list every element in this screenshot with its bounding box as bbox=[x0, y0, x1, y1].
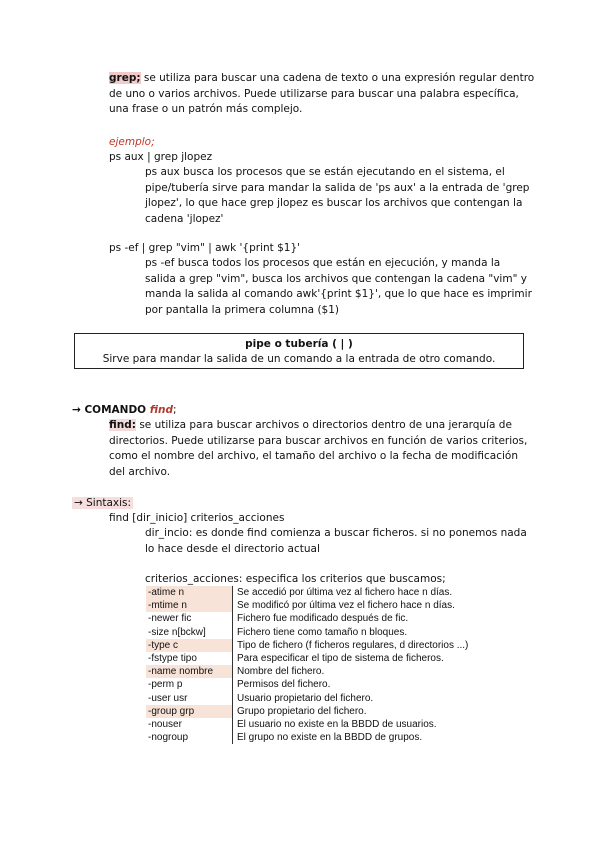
grep-term: grep; bbox=[109, 72, 141, 84]
example1-line-4: cadena 'jlopez' bbox=[145, 212, 224, 225]
grep-desc-line-1: se utiliza para buscar una cadena de texto o una expresión regular dentro bbox=[140, 72, 535, 84]
find-option-flag: -user usr bbox=[146, 692, 233, 705]
find-option-description: Permisos del fichero. bbox=[237, 679, 331, 691]
find-option-flag: -perm p bbox=[146, 678, 233, 691]
find-option-flag: -nouser bbox=[146, 718, 233, 731]
example1-line-2: pipe/tubería sirve para mandar la salida de 'ps aux' a la entrada de 'grep bbox=[145, 181, 530, 194]
find-option-description: Fichero fue modificado después de fic. bbox=[237, 613, 409, 625]
find-option-flag: -group grp bbox=[146, 705, 233, 718]
example2-line-4: por pantalla la primera columna ($1) bbox=[145, 303, 339, 316]
example1-explanation bbox=[145, 165, 565, 227]
find-option-row bbox=[146, 665, 468, 678]
find-option-flag: -atime n bbox=[146, 586, 233, 599]
find-option-row bbox=[146, 612, 468, 625]
find-option-flag: -size n[bckw] bbox=[146, 626, 233, 639]
find-option-description: Se accedió por última vez al fichero hace n días. bbox=[237, 587, 453, 598]
find-option-flag: -mtime n bbox=[146, 599, 233, 612]
find-option-flag: -type c bbox=[146, 639, 233, 652]
find-option-row bbox=[146, 586, 468, 599]
pipe-definition-box bbox=[74, 333, 524, 369]
grep-description bbox=[109, 71, 549, 118]
example2-explanation bbox=[145, 256, 565, 318]
grep-desc-line-3: una frase o un patrón más complejo. bbox=[109, 103, 303, 115]
dir-inicio-explanation bbox=[145, 526, 565, 557]
find-option-row bbox=[146, 692, 468, 705]
find-desc-line-4: del archivo. bbox=[109, 465, 171, 478]
find-option-description: Nombre del fichero. bbox=[237, 666, 325, 678]
find-heading bbox=[72, 403, 177, 419]
pipe-box-title: pipe o tubería ( | ) bbox=[245, 338, 353, 350]
find-option-description: Para especificar el tipo de sistema de ficheros. bbox=[237, 653, 444, 665]
find-option-row bbox=[146, 599, 468, 612]
find-syntax: find [dir_inicio] criterios_acciones bbox=[109, 512, 285, 524]
find-option-description: Fichero tiene como tamaño n bloques. bbox=[237, 626, 408, 638]
find-option-flag: -fstype tipo bbox=[146, 652, 233, 665]
find-option-description: Grupo propietario del fichero. bbox=[237, 705, 367, 717]
find-option-flag: -nogroup bbox=[146, 731, 233, 744]
find-description bbox=[109, 418, 549, 480]
dir-inicio-line-1: dir_incio: es donde find comienza a buscar ficheros. si no ponemos nada bbox=[145, 527, 527, 539]
example2-line-2: salida a grep "vim", busca los archivos que contengan la cadena "vim" y bbox=[145, 272, 527, 285]
criterios-intro: criterios_acciones: especifica los criterios que buscamos; bbox=[145, 573, 446, 585]
find-option-row bbox=[146, 678, 468, 691]
find-option-row bbox=[146, 652, 468, 665]
find-desc-line-3: como el nombre del archivo, el tamaño del archivo o la fecha de modificación bbox=[109, 450, 518, 462]
find-option-row bbox=[146, 626, 468, 639]
find-option-description: Usuario propietario del fichero. bbox=[237, 692, 374, 704]
sintaxis-label-wrap bbox=[72, 496, 133, 512]
find-options-table bbox=[146, 586, 468, 744]
find-heading-prefix: → COMANDO bbox=[72, 404, 150, 416]
find-option-row bbox=[146, 639, 468, 652]
find-desc-line-2: directorios. Puede utilizarse para buscar archivos en función de varios criterios, bbox=[109, 434, 528, 447]
find-term: find: bbox=[109, 419, 136, 431]
example2-line-3: manda la salida al comando awk'{print $1}', que lo que hace es imprimir bbox=[145, 288, 532, 300]
find-option-flag: -newer fic bbox=[146, 612, 233, 625]
grep-desc-line-2: de uno o varios archivos. Puede utilizarse para buscar una palabra específica, bbox=[109, 87, 519, 100]
find-heading-cmd: find bbox=[149, 404, 174, 416]
find-option-description: Se modificó por última vez el fichero hace n días. bbox=[237, 600, 455, 612]
pipe-box-text: Sirve para mandar la salida de un comando a la entrada de otro comando. bbox=[102, 353, 496, 365]
find-option-flag: -name nombre bbox=[146, 665, 233, 678]
find-option-description: Tipo de fichero (f ficheros regulares, d directorios ...) bbox=[237, 639, 469, 651]
example1-command: ps aux | grep jlopez bbox=[109, 151, 213, 163]
sintaxis-label: → Sintaxis: bbox=[74, 497, 132, 509]
find-option-description: El grupo no existe en la BBDD de grupos. bbox=[237, 732, 423, 744]
example1-line-1: ps aux busca los procesos que se están ejecutando en el sistema, el bbox=[145, 166, 505, 178]
find-desc-line-1: se utiliza para buscar archivos o directorios dentro de una jerarquía de bbox=[135, 419, 512, 431]
dir-inicio-line-2: lo hace desde el directorio actual bbox=[145, 542, 320, 555]
find-option-row bbox=[146, 731, 468, 744]
find-option-row bbox=[146, 705, 468, 718]
find-option-row bbox=[146, 718, 468, 731]
find-option-description: El usuario no existe en la BBDD de usuarios. bbox=[237, 719, 437, 731]
example-label: ejemplo; bbox=[109, 136, 155, 148]
example2-command: ps -ef | grep "vim" | awk '{print $1}' bbox=[109, 242, 301, 254]
find-heading-suffix: ; bbox=[173, 404, 177, 416]
example2-line-1: ps -ef busca todos los procesos que están en ejecución, y manda la bbox=[145, 257, 501, 269]
example1-line-3: jlopez', lo que hace grep jlopez es buscar los archivos que contengan la bbox=[145, 197, 523, 209]
